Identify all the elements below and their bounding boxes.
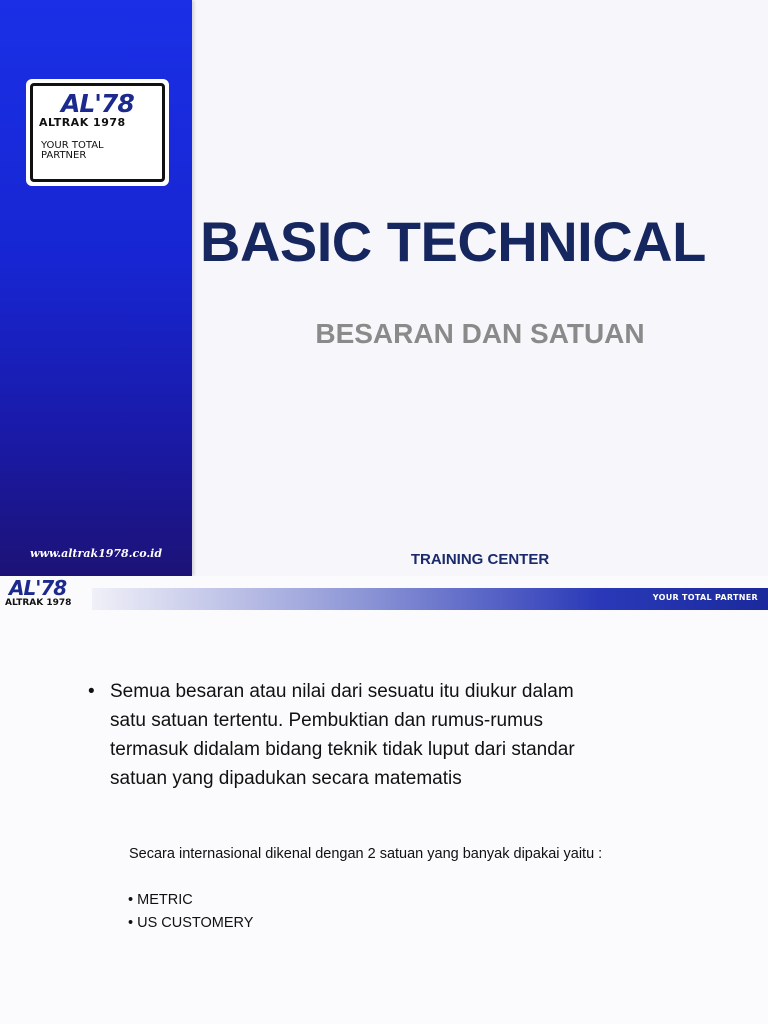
intro-text: Secara internasional dikenal dengan 2 satuan yang banyak dipakai yaitu : xyxy=(129,846,603,862)
header-logo-mark: AL'78 xyxy=(9,576,67,600)
header-bar xyxy=(92,588,768,610)
header-logo-name: ALTRAK 1978 xyxy=(5,598,72,608)
unit-us-customery: US CUSTOMERY xyxy=(137,915,254,931)
unit-metric: METRIC xyxy=(137,892,193,908)
list-item: • US CUSTOMERY xyxy=(128,915,254,931)
main-bullet xyxy=(88,677,608,793)
unit-list xyxy=(128,889,253,935)
training-center-label: TRAINING CENTER xyxy=(410,551,550,568)
slide-subtitle: BESARAN DAN SATUAN xyxy=(315,318,645,349)
main-bullet-text: Semua besaran atau nilai dari sesuatu itu diukur dalam satu satuan tertentu. Pembuktian dan rumus-rumus termasuk didalam bidang teknik tidak luput dari standar satuan yang dipadukan secara matematis xyxy=(110,681,575,789)
altrak-logo xyxy=(26,79,169,186)
list-item: • METRIC xyxy=(128,892,193,908)
logo-company-name: ALTRAK 1978 xyxy=(39,116,126,129)
logo-frame xyxy=(30,83,165,182)
logo-mark: AL'78 xyxy=(61,89,134,118)
side-panel xyxy=(0,0,192,576)
header-tagline: YOUR TOTAL PARTNER xyxy=(652,593,758,602)
slide-title: BASIC TECHNICAL xyxy=(200,210,706,273)
logo-tagline: YOUR TOTAL PARTNER xyxy=(41,140,104,161)
website-url: www.altrak1978.co.id xyxy=(30,547,163,560)
content-slide xyxy=(0,576,768,1024)
header-logo xyxy=(3,576,91,610)
bullet-dot-icon: • xyxy=(88,681,95,702)
